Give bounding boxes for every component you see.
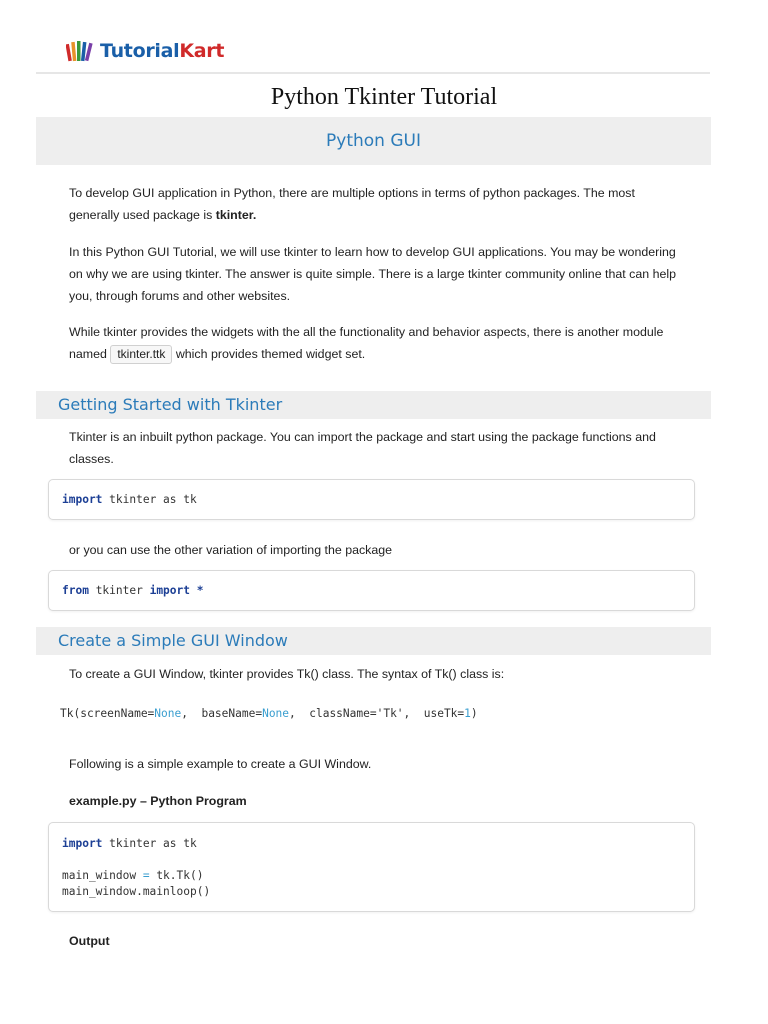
section-heading-getting-started: Getting Started with Tkinter xyxy=(58,395,283,414)
tk-syntax-line: Tk(screenName=None, baseName=None, className='Tk', useTk=1) xyxy=(60,707,478,720)
books-logo-icon xyxy=(66,39,96,63)
output-label: Output xyxy=(69,934,110,948)
site-logo[interactable] xyxy=(66,38,224,64)
tkinter-emphasis: tkinter. xyxy=(215,208,257,222)
inline-code-ttk: tkinter.ttk xyxy=(110,345,172,364)
main-heading: Python GUI xyxy=(326,131,421,151)
main-heading-band xyxy=(36,117,711,165)
code-keyword: import xyxy=(149,584,190,597)
code-keyword: import xyxy=(62,493,103,506)
intro-paragraph-1: To develop GUI application in Python, there are multiple options in terms of python packages. The most generally used package is tkinter. xyxy=(69,186,635,222)
code-keyword: import xyxy=(62,837,103,850)
section1-paragraph-2: or you can use the other variation of importing the package xyxy=(69,543,393,557)
section-heading-band-simple-window xyxy=(36,627,711,655)
page-title: Python Tkinter Tutorial xyxy=(270,84,498,110)
site-header xyxy=(36,28,710,74)
intro-paragraph-2: In this Python GUI Tutorial, we will use tkinter to learn how to develop GUI applications. You may be wondering on why we are using tkinter. The answer is quite simple. There is a large tkinter community online that can help you, through forums and other websites. xyxy=(69,245,676,303)
logo-wordmark: TutorialKart xyxy=(100,40,225,62)
section1-paragraph-1: Tkinter is an inbuilt python package. You can import the package and start using the package functions and classes. xyxy=(69,430,656,466)
example-label: example.py – Python Program xyxy=(69,794,247,808)
section-heading-simple-window: Create a Simple GUI Window xyxy=(58,631,288,650)
code-block-import[interactable]: import tkinter as tk xyxy=(48,479,695,520)
code-block-from-import[interactable]: from tkinter import * xyxy=(48,570,695,611)
section2-paragraph-2: Following is a simple example to create a GUI Window. xyxy=(69,757,372,771)
code-block-example[interactable]: import tkinter as tk main_window = tk.Tk() main_window.mainloop() xyxy=(48,822,695,912)
section2-paragraph-1: To create a GUI Window, tkinter provides Tk() class. The syntax of Tk() class is: xyxy=(69,667,505,681)
intro-paragraph-3: While tkinter provides the widgets with the all the functionality and behavior aspects, there is another module named tkinter.ttk which provides themed widget set. xyxy=(69,321,683,365)
section-heading-band-getting-started xyxy=(36,391,711,419)
code-keyword: from xyxy=(62,584,89,597)
